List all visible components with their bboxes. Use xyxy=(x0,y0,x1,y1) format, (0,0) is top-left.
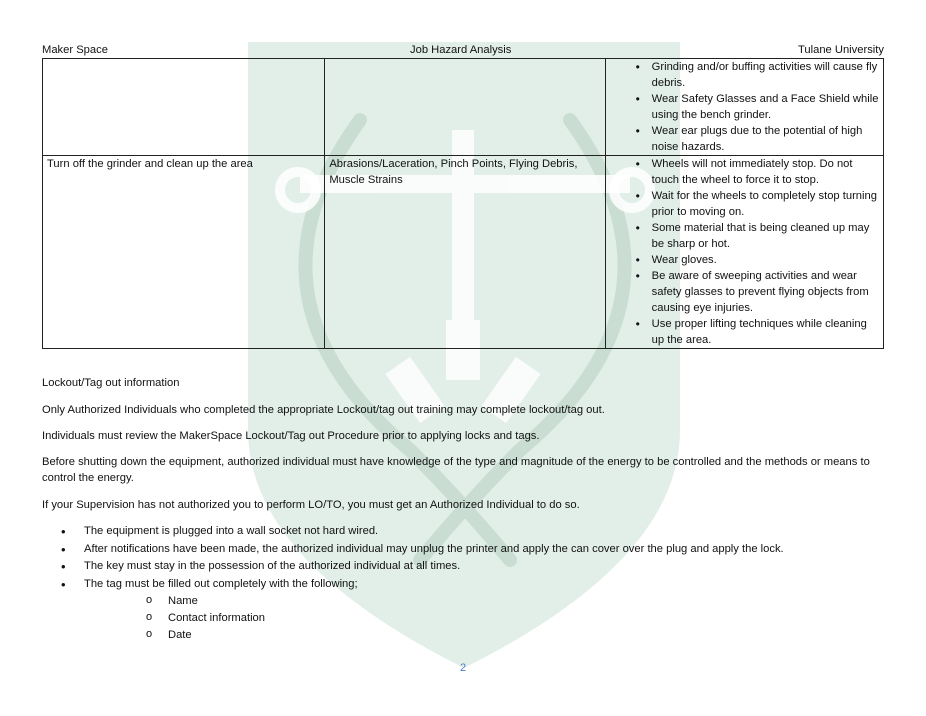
list-item: • The key must stay in the possession of the authorized individual at all times. xyxy=(42,558,884,576)
header-organization: Tulane University xyxy=(797,44,884,56)
list-item: o Name xyxy=(84,593,884,610)
lockout-bullet-list xyxy=(42,523,884,644)
list-item: • The equipment is plugged into a wall socket not hard wired. xyxy=(42,523,884,541)
lockout-heading: Lockout/Tag out information xyxy=(42,377,180,389)
list-item: • Wear ear plugs due to the potential of high noise hazards. xyxy=(606,123,879,155)
list-item: o Date xyxy=(84,627,884,644)
list-item: • Wear Safety Glasses and a Face Shield while using the bench grinder. xyxy=(606,91,879,123)
hazards-cell xyxy=(325,59,605,156)
header-department: Maker Space xyxy=(42,44,108,56)
controls-cell xyxy=(605,156,883,349)
table-row xyxy=(43,156,884,349)
list-item: • Wheels will not immediately stop. Do not touch the wheel to force it to stop. xyxy=(606,156,879,188)
header-title: Job Hazard Analysis xyxy=(410,44,512,56)
list-item: • Some material that is being cleaned up may be sharp or hot. xyxy=(606,220,879,252)
list-item xyxy=(42,576,884,645)
controls-list xyxy=(606,59,879,155)
page-header xyxy=(42,44,884,58)
table-row xyxy=(43,59,884,156)
page-number: 2 xyxy=(459,662,467,674)
list-item: • Wait for the wheels to completely stop turning prior to moving on. xyxy=(606,188,879,220)
job-hazard-table xyxy=(42,58,884,349)
tag-requirements-list xyxy=(84,593,884,644)
lockout-paragraph: Only Authorized Individuals who completed the appropriate Lockout/tag out training may complete lockout/tag out. xyxy=(42,404,605,416)
list-item: • Use proper lifting techniques while cleaning up the area. xyxy=(606,316,879,348)
lockout-paragraph: Individuals must review the MakerSpace Lockout/Tag out Procedure prior to applying locks and tags. xyxy=(42,430,540,442)
lockout-paragraph: Before shutting down the equipment, authorized individual must have knowledge of the type and magnitude of the energy to be controlled and the methods or means to control the energy. xyxy=(42,456,870,484)
list-item: • Wear gloves. xyxy=(606,252,879,268)
hazards-cell: Abrasions/Laceration, Pinch Points, Flying Debris, Muscle Strains xyxy=(325,156,605,349)
list-item: • Be aware of sweeping activities and wear safety glasses to prevent flying objects from causing eye injuries. xyxy=(606,268,879,316)
job-step-cell xyxy=(43,59,325,156)
job-step-cell: Turn off the grinder and clean up the area xyxy=(43,156,325,349)
controls-cell xyxy=(605,59,883,156)
list-item: o Contact information xyxy=(84,610,884,627)
lockout-paragraph: If your Supervision has not authorized you to perform LO/TO, you must get an Authorized Individual to do so. xyxy=(42,499,580,511)
list-item-text: The tag must be filled out completely with the following; xyxy=(84,577,358,590)
list-item: • After notifications have been made, the authorized individual may unplug the printer and apply the can cover over the plug and apply the lock. xyxy=(42,541,884,559)
list-item: • Grinding and/or buffing activities will cause fly debris. xyxy=(606,59,879,91)
controls-list xyxy=(606,156,879,348)
